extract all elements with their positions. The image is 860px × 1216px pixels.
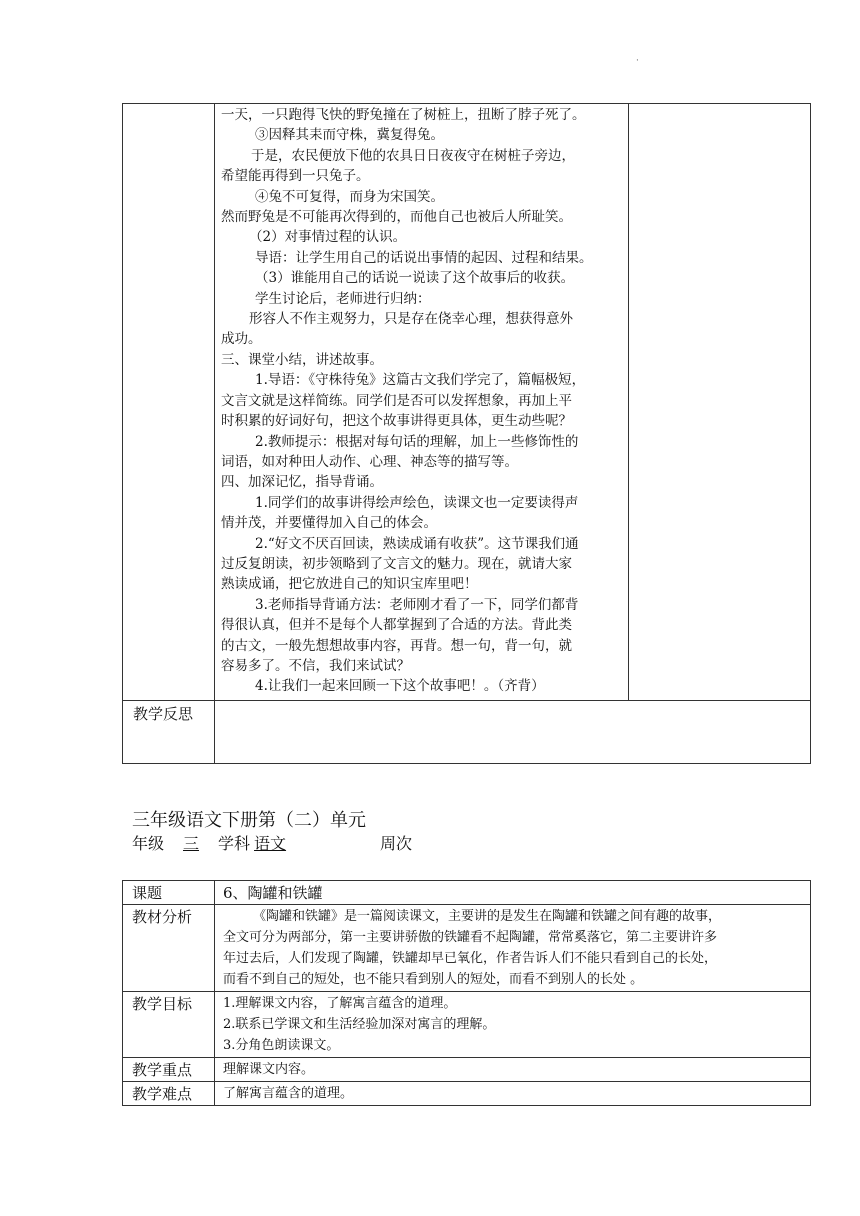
content-line: 时积累的好词好句，把这个故事讲得更具体，更生动些呢？ [221,413,572,430]
content-line: 成功。 [221,331,262,348]
key-point-value: 理解课文内容。 [215,1058,811,1082]
class-info-line [132,831,472,854]
content-line: 1.同学们的故事讲得绘声绘色，读课文也一定要读得声 [255,494,579,511]
content-line: 学生讨论后，老师进行归纳： [255,290,431,307]
lesson-content-cell [215,104,629,701]
content-line: 2.教师提示：根据对每句话的理解，加上一些修饰性的 [255,433,579,450]
goal-item: 1.理解课文内容，了解寓言蕴含的道理。 [223,996,457,1011]
content-line: 1.导语：《守株待兔》这篇古文我们学完了，篇幅极短， [255,372,586,389]
notes-cell [629,104,811,701]
difficulty-row [123,1082,811,1106]
goal-row [123,992,811,1058]
week-value-blank [412,834,472,853]
content-line: 形容人不作主观努力，只是存在侥幸心理，想获得意外 [249,311,573,328]
reflection-row [123,700,811,763]
content-line: 容易多了。不信，我们来试试？ [221,657,410,674]
grade-value: 三 [183,834,200,853]
week-label: 周次 [380,834,413,853]
lesson-process-table [122,103,811,764]
content-line: 情并茂，并要懂得加入自己的体会。 [221,515,437,532]
difficulty-label: 教学难点 [123,1082,215,1106]
goal-item: 3.分角色朗读课文。 [223,1038,340,1053]
analysis-content [215,905,811,992]
unit-title: 三年级语文下册第（二）单元 [132,810,366,831]
topic-row [123,881,811,905]
subject-value: 语文 [254,834,287,853]
content-line: 得很认真，但并不是每个人都掌握到了合适的方法。背此类 [221,617,572,634]
content-line: 的古文，一般先想想故事内容，再背。想一句，背一句，就 [221,637,572,654]
content-line: 过反复朗读，初步领略到了文言文的魅力。现在，就请大家 [221,555,572,572]
analysis-row [123,905,811,992]
analysis-line: 年过去后，人们发现了陶罐，铁罐却早已氧化，作者告诉人们不能只看到自己的长处， [223,951,718,966]
key-point-label: 教学重点 [123,1058,215,1082]
lesson-process-row [123,104,811,701]
grade-label: 年级 [132,834,165,853]
goal-item: 2.联系已学课文和生活经验加深对寓言的理解。 [223,1017,496,1032]
content-line: 文言文就是这样简练。同学们是否可以发挥想象，再加上平 [221,392,572,409]
content-line: 一天，一只跑得飞快的野兔撞在了树桩上，扭断了脖子死了。 [221,107,586,123]
section-heading: 三、课堂小结，讲述故事。 [221,351,383,368]
analysis-line: 全文可分为两部分，第一主要讲骄傲的铁罐看不起陶罐，常常奚落它，第二主要讲许多 [223,930,718,945]
goal-label: 教学目标 [123,992,215,1058]
content-line: 2.“好文不厌百回读，熟读成诵有收获”。这节课我们通 [255,535,579,552]
content-line: 熟读成诵，把它放进自己的知识宝库里吧！ [221,576,478,593]
content-line: 于是，农民便放下他的农具日日夜夜守在树桩子旁边， [251,147,575,164]
subject-label: 学科 [218,834,251,853]
topic-value: 6、陶罐和铁罐 [215,881,811,905]
content-line: ③因释其耒而守株，冀复得兔。 [255,127,444,144]
topic-label: 课题 [123,881,215,905]
lesson-plan-table [122,880,811,1106]
reflection-label: 教学反思 [123,700,215,763]
content-line: 导语：让学生用自己的话说出事情的起因、过程和结果。 [255,249,593,266]
content-line: 然而野兔是不可能再次得到的，而他自己也被后人所耻笑。 [221,209,572,226]
goal-content [215,992,811,1058]
section-heading: 四、加深记忆，指导背诵。 [221,474,383,491]
content-line: 词语，如对种田人动作、心理、神态等的描写等。 [221,453,518,470]
header-mark: · [636,56,639,66]
reflection-content-cell [215,700,811,763]
content-line: 4.让我们一起来回顾一下这个故事吧！。（齐背） [255,678,545,695]
content-line: 希望能再得到一只兔子。 [221,168,370,185]
content-line: （3）谁能用自己的话说一说读了这个故事后的收获。 [255,270,575,287]
key-point-row [123,1058,811,1082]
content-line: 3.老师指导背诵方法：老师刚才看了一下，同学们都背 [255,596,579,613]
difficulty-value: 了解寓言蕴含的道理。 [215,1082,811,1106]
analysis-line: 而看不到自己的短处，也不能只看到别人的短处，而看不到别人的长处 。 [223,972,644,987]
analysis-label: 教材分析 [123,905,215,992]
content-line: （2）对事情过程的认识。 [249,229,407,246]
analysis-line: 《陶罐和铁罐》是一篇阅读课文，主要讲的是发生在陶罐和铁罐之间有趣的故事， [253,909,722,924]
content-line: ④兔不可复得，而身为宋国笑。 [255,188,444,205]
empty-label-cell [123,104,215,701]
